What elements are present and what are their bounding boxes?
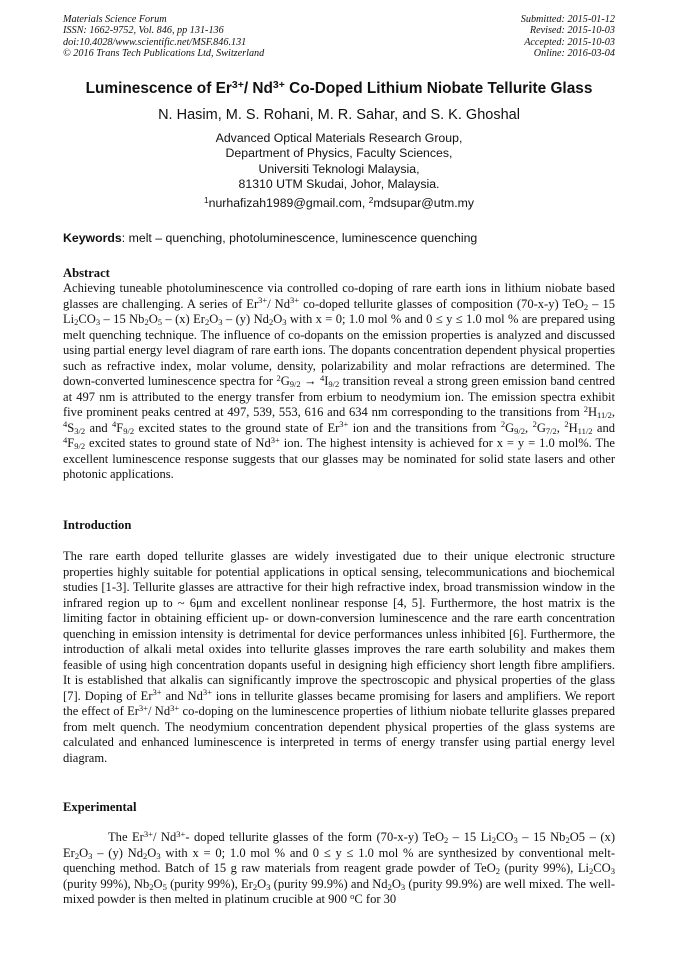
subscript: 2 [74, 317, 79, 328]
text-run: – (y) Nd [92, 845, 144, 860]
text-run: – (x) Er [162, 312, 205, 326]
subscript: 2 [387, 881, 392, 892]
author-list: N. Hasim, M. S. Rohani, M. R. Sahar, and S. K. Ghoshal [158, 107, 520, 123]
subscript: 2 [143, 850, 148, 861]
text-run: O [79, 845, 89, 860]
email-marker: 1 [203, 194, 209, 205]
text-run: (purity 99%), Er [166, 876, 253, 891]
text-run: C for 30 [354, 892, 397, 906]
online-date: Online: 2016-03-04 [533, 47, 615, 59]
text-run: / Nd [152, 830, 177, 844]
text-run: co-doping on the luminescence properties of lithium niobate tellurite glasses prepared from melt quench. The neodymium concentration dependent physical properties of the glass systems are calculated and enhanced luminescence is interpreted in terms of energy transfer using partial energy level diagram. [63, 704, 616, 765]
subscript: 2 [444, 835, 449, 846]
text-run: – 15 Li [63, 296, 615, 326]
text-run: and [592, 420, 615, 435]
subscript: 5 [157, 317, 163, 328]
subscript: 3 [88, 850, 93, 861]
doi-line[interactable]: doi:10.4028/www.scientific.net/MSF.846.131 [63, 36, 247, 48]
text-run: H [568, 420, 578, 435]
title-text: / Nd [243, 80, 273, 97]
keywords-text: : melt – quenching, photoluminescence, luminescence quenching [121, 231, 478, 245]
text-run: excited states to ground state of Nd [85, 436, 271, 450]
title-text: Co-Doped Lithium Niobate Tellurite Glass [284, 80, 593, 97]
text-run: O [148, 312, 158, 326]
subscript: 11/2 [577, 425, 593, 436]
subscript: 3 [282, 317, 287, 328]
text-run: (purity 99.9%) are well mixed. The well-mixed powder is then melted in platinum crucible at 900 [63, 876, 616, 906]
text-run: O [273, 312, 283, 326]
abstract-heading: Abstract [63, 266, 110, 280]
text-run: G [280, 374, 290, 388]
text-run: with x = 0; 1.0 mol % and 0 ≤ y ≤ 1.0 mol % are prepared using melt quenching technique. The influence of co-dopants on the emission properties is analyzed and discussed using partial energy level diagram of rare earth ions. The dopants concentration dependent physical properties such as refractive index, molar volume, density, polarizability and molar refractions are determined. The down-converted luminescence spectra for [63, 312, 615, 388]
text-run: S [67, 420, 75, 435]
subscript: 9/2 [74, 441, 86, 452]
affiliation-line: Universiti Teknologi Malaysia, [258, 161, 420, 176]
subscript: 2 [144, 317, 149, 328]
superscript: o [350, 890, 355, 901]
text-run: F [67, 436, 75, 450]
text-run: Achieving tuneable photoluminescence via controlled co-doping of rare earth ions in lithium niobate based glasses are challenging. A series of Er [63, 281, 615, 311]
accepted-date: Accepted: 2015-10-03 [524, 36, 615, 48]
issn-line: ISSN: 1662-9752, Vol. 846, pp 131-136 [63, 25, 224, 37]
text-run: The rare earth doped tellurite glasses are widely investigated due to their unique electronic structure properties highly suitable for potential applications in optical sensing, telecommunications and biochemical studies [1-3]. Tellurite glasses are attractive for their high refractive index, broad transmission window in the infrared region up to ~ 6μm and excellent nonlinear response [4, 5]. Furthermore, the host matrix is the limiting factor in obtaining efficient up- or down-conversion luminescence and the rare earth concentration quenching in emission intensity is detrimental for device performances unless inhibited [6]. Furthermore, the introduction of alkali metal oxides into tellurite glasses improves the rare earth solubility and makes them feasible of using high concentration dopants useful in designing high efficiency short length fibre amplifiers. It is established that alkalis can significantly improve the spectroscopic and physical properties of the glass [7]. Doping of Er [63, 549, 615, 703]
superscript: 3+ [138, 702, 148, 713]
text-run: , [525, 420, 533, 435]
text-run: (purity 99.9%) and Nd [270, 876, 388, 891]
text-run: and [85, 420, 113, 435]
superscript: 2 [500, 419, 506, 430]
author-emails [40, 196, 638, 210]
text-run: G [536, 420, 546, 435]
title-sup: 3+ [272, 79, 285, 91]
text-run: – (y) Nd [222, 312, 269, 326]
text-run: O [257, 876, 267, 891]
abstract-body [63, 281, 615, 483]
affiliation-line: Department of Physics, Faculty Sciences, [225, 146, 453, 161]
text-run: O5 – (x) Er [63, 830, 615, 860]
text-run: / Nd [267, 296, 291, 311]
text-run: O [153, 876, 163, 891]
experimental-heading: Experimental [63, 800, 137, 814]
subscript: 9/2 [289, 379, 301, 390]
text-run: H [587, 405, 598, 419]
subscript: 3 [95, 317, 101, 328]
text-run: , [611, 405, 615, 419]
superscript: 2 [583, 403, 588, 414]
copyright-line: © 2016 Trans Tech Publications Ltd, Switzerland [63, 47, 265, 59]
subscript: 9/2 [514, 425, 526, 436]
subscript: 2 [589, 866, 594, 877]
subscript: 2 [495, 866, 501, 877]
subscript: 9/2 [123, 425, 135, 436]
date-info [521, 14, 615, 59]
subscript: 2 [252, 881, 258, 892]
email-link[interactable]: mdsupar@utm.my [373, 196, 475, 210]
subscript: 2 [565, 835, 570, 846]
text-run: G [505, 420, 515, 435]
submitted-date: Submitted: 2015-01-12 [520, 14, 615, 25]
text-run: ions in tellurite glasses became promising for lasers and amplifiers. We report the effect of Er [63, 688, 615, 718]
email-marker: 2 [368, 194, 374, 205]
subscript: 2 [268, 317, 274, 328]
revised-date: Revised: 2015-10-03 [529, 25, 615, 37]
introduction-body [63, 549, 615, 766]
subscript: 2 [583, 301, 589, 312]
paper-title [40, 80, 638, 98]
text-run: CO [496, 830, 514, 844]
subscript: 3 [400, 881, 406, 892]
text-run: I [324, 374, 329, 388]
subscript: 2 [204, 317, 210, 328]
subscript: 5 [162, 881, 167, 892]
superscript: 3+ [258, 295, 268, 306]
subscript: 3 [218, 317, 223, 328]
text-run: transition reveal a strong green emission band centred at 497 nm is attributed to the energy transfer from erbium to neodymium ion. The emission spectra exhibit five prominent peaks centred at 497, 539, 553, 616 and 634 nm corresponding to the transitions from [63, 374, 615, 419]
superscript: 4 [63, 434, 68, 445]
journal-name: Materials Science Forum [63, 14, 167, 25]
superscript: 3+ [290, 295, 300, 306]
subscript: 3 [610, 866, 615, 877]
text-run: O [147, 845, 157, 860]
text-run: with x = 0; 1.0 mol % and 0 ≤ y ≤ 1.0 mol % are synthesized by conventional melt-quenching method. Batch of 15 g raw materials from reagent grade powder of TeO [63, 845, 615, 875]
text-run: and Nd [161, 688, 203, 703]
keywords [63, 231, 623, 245]
superscript: 2 [532, 419, 537, 430]
text-run: – 15 Nb [517, 830, 566, 844]
affiliation [40, 131, 638, 192]
text-run: ion. The highest intensity is achieved for x = y = 1.0 mol%. The excellent luminescence response suggests that our glasses may be nominated for solid state lasers and other photonic applications. [63, 436, 615, 481]
superscript: 3+ [176, 828, 186, 839]
subscript: 3 [513, 835, 518, 846]
journal-info [63, 14, 264, 59]
keywords-label: Keywords [63, 231, 122, 245]
superscript: 4 [319, 372, 325, 383]
subscript: 3 [266, 881, 271, 892]
superscript: 3+ [339, 419, 349, 430]
email-link[interactable]: nurhafizah1989@gmail.com, [208, 196, 369, 210]
superscript: 2 [564, 419, 569, 430]
text-run: The Er [108, 830, 144, 844]
subscript: 7/2 [545, 425, 557, 436]
text-run: CO [593, 861, 611, 875]
text-run: F [116, 420, 124, 435]
superscript: 4 [63, 419, 68, 430]
subscript: 11/2 [597, 410, 612, 421]
superscript: 3+ [202, 687, 212, 698]
subscript: 2 [149, 881, 154, 892]
subscript: 2 [74, 850, 80, 861]
subscript: 3/2 [74, 425, 86, 436]
title-sup: 3+ [231, 79, 244, 91]
experimental-body [63, 830, 615, 908]
subscript: 2 [491, 835, 497, 846]
text-run: ion and the transitions from [348, 420, 501, 435]
superscript: 2 [276, 372, 281, 383]
text-run: co-doped tellurite glasses of composition (70-x-y) TeO [299, 296, 584, 311]
text-run: – 15 Li [448, 830, 492, 844]
text-run: O [209, 312, 219, 326]
text-run: - doped tellurite glasses of the form (70-x-y) TeO [185, 830, 445, 844]
text-run: CO [78, 312, 96, 326]
superscript: 3+ [143, 828, 153, 839]
affiliation-line: Advanced Optical Materials Research Group, [215, 131, 463, 145]
text-run: excited states to the ground state of Er [134, 420, 340, 435]
text-run: – 15 Nb [100, 312, 145, 326]
superscript: 4 [112, 419, 117, 430]
subscript: 9/2 [328, 379, 340, 390]
subscript: 3 [156, 850, 161, 861]
text-run: (purity 99%), Li [500, 861, 590, 875]
superscript: 3+ [170, 702, 180, 713]
title-text: Luminescence of Er [85, 80, 232, 97]
page-header [63, 14, 615, 66]
text-run: → [300, 374, 320, 388]
superscript: 3+ [270, 434, 280, 445]
affiliation-line: 81310 UTM Skudai, Johor, Malaysia. [238, 176, 440, 191]
introduction-heading: Introduction [63, 518, 132, 532]
text-run: (purity 99%), Nb [63, 876, 150, 891]
text-run: / Nd [147, 704, 171, 718]
text-run: O [391, 876, 401, 891]
text-run: , [556, 420, 565, 435]
superscript: 3+ [152, 687, 162, 698]
